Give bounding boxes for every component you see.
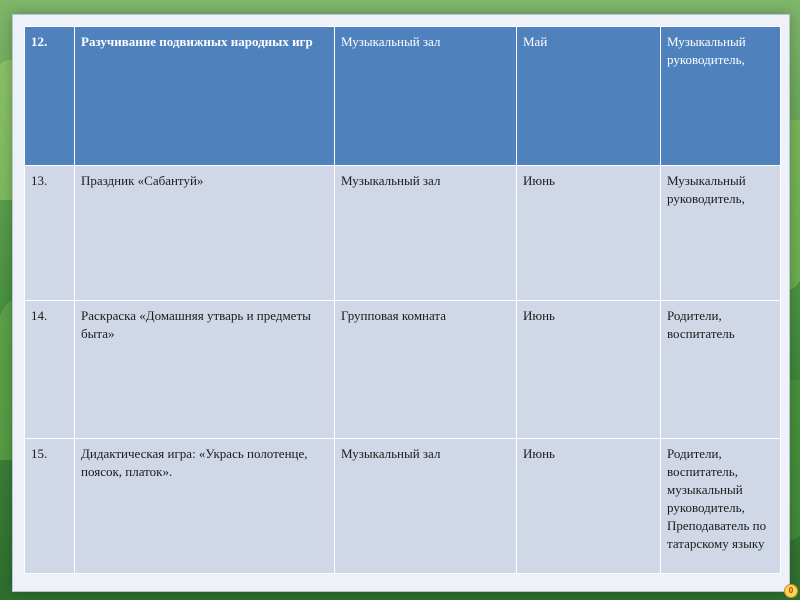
place-cell: Музыкальный зал bbox=[335, 166, 517, 301]
responsible-cell: Музыкальный руководитель, bbox=[661, 166, 781, 301]
event-cell: Дидактическая игра: «Укрась полотенце, поясок, платок». bbox=[75, 439, 335, 574]
slide-corner-badge[interactable]: 0 bbox=[784, 584, 798, 598]
place-cell: Музыкальный зал bbox=[335, 439, 517, 574]
place-cell: Музыкальный зал bbox=[335, 27, 517, 166]
row-number: 12. bbox=[25, 27, 75, 166]
table-row bbox=[25, 27, 781, 166]
row-number: 14. bbox=[25, 301, 75, 439]
responsible-cell: Родители, воспитатель, музыкальный руководитель, Преподаватель по татарскому языку bbox=[661, 439, 781, 574]
table-row bbox=[25, 301, 781, 439]
event-cell: Разучивание подвижных народных игр bbox=[75, 27, 335, 166]
month-cell: Июнь bbox=[517, 439, 661, 574]
table-row bbox=[25, 166, 781, 301]
event-table bbox=[24, 26, 781, 574]
month-cell: Июнь bbox=[517, 301, 661, 439]
table-row bbox=[25, 439, 781, 574]
responsible-cell: Музыкальный руководитель, bbox=[661, 27, 781, 166]
month-cell: Июнь bbox=[517, 166, 661, 301]
event-cell: Раскраска «Домашняя утварь и предметы быта» bbox=[75, 301, 335, 439]
responsible-cell: Родители, воспитатель bbox=[661, 301, 781, 439]
row-number: 15. bbox=[25, 439, 75, 574]
month-cell: Май bbox=[517, 27, 661, 166]
row-number: 13. bbox=[25, 166, 75, 301]
event-cell: Праздник «Сабантуй» bbox=[75, 166, 335, 301]
place-cell: Групповая комната bbox=[335, 301, 517, 439]
